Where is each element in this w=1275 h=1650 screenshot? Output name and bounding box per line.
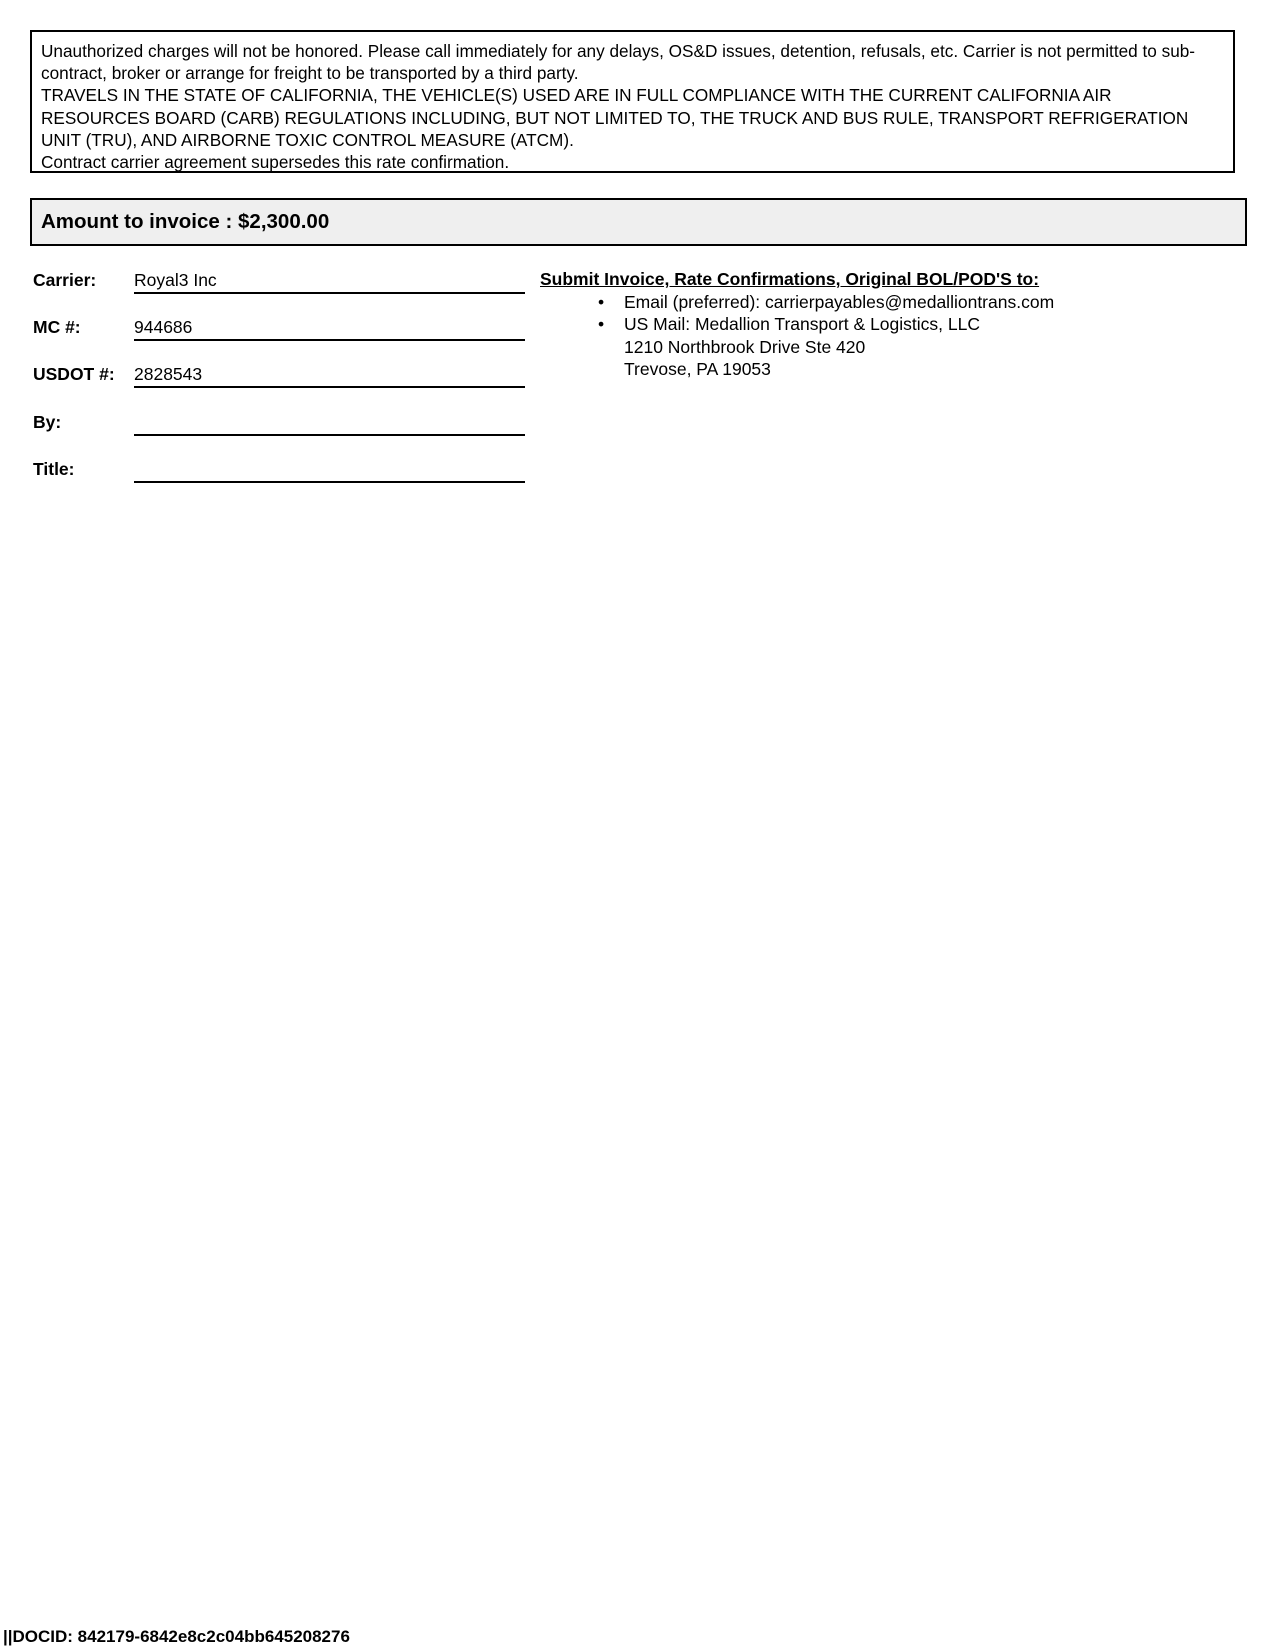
email-instruction: Email (preferred): carrierpayables@medalliontrans.com — [624, 291, 1055, 312]
usdot-number-value: 2828543 — [134, 362, 525, 388]
usdot-number-label: USDOT #: — [33, 364, 115, 384]
submit-invoice-heading: Submit Invoice, Rate Confirmations, Original BOL/POD'S to: — [540, 269, 1040, 289]
terms-box — [30, 30, 1235, 173]
amount-to-invoice-box — [30, 198, 1247, 246]
terms-text-line-1: Unauthorized charges will not be honored. Please call immediately for any delays, OS&D issues, detention, refusals, etc. Carrier is not permitted to sub-contract, broker or arrange for freight to be transported by a third party. — [41, 41, 1196, 84]
by-signature-line — [134, 410, 525, 436]
mc-number-field-row — [33, 315, 525, 345]
mc-number-value: 944686 — [134, 315, 525, 341]
list-item — [540, 291, 1240, 314]
title-label: Title: — [33, 459, 75, 479]
list-item — [540, 313, 1240, 336]
bullet-icon: • — [598, 291, 605, 312]
terms-text-line-2: TRAVELS IN THE STATE OF CALIFORNIA, THE VEHICLE(S) USED ARE IN FULL COMPLIANCE WITH THE CURRENT CALIFORNIA AIR RESOURCES BOARD (CARB) REGULATIONS INCLUDING, BUT NOT LIMITED TO, THE TRUCK AND BUS RULE, TRANSPORT REFRIGERATION UNIT (TRU), AND AIRBORNE TOXIC CONTROL MEASURE (ATCM). — [41, 85, 1189, 150]
carrier-value: Royal3 Inc — [134, 268, 525, 294]
carrier-field-row — [33, 268, 525, 298]
mail-instruction: US Mail: Medallion Transport & Logistics, LLC — [624, 314, 980, 334]
amount-label: Amount to invoice : — [41, 210, 239, 233]
submit-invoice-block — [540, 268, 1240, 381]
title-field-row — [33, 457, 525, 487]
bullet-icon: • — [598, 314, 605, 334]
mc-number-label: MC #: — [33, 317, 81, 337]
by-label: By: — [33, 412, 62, 432]
usdot-number-field-row — [33, 362, 525, 392]
amount-value: $2,300.00 — [238, 210, 330, 233]
submit-methods-list — [540, 291, 1240, 336]
terms-text-line-3: Contract carrier agreement supersedes this rate confirmation. — [41, 152, 510, 173]
by-field-row — [33, 410, 525, 440]
document-id: ||DOCID: 842179-6842e8c2c04bb645208276 — [3, 1627, 350, 1646]
mail-address-line-2: Trevose, PA 19053 — [624, 359, 771, 379]
mail-address-line-1: 1210 Northbrook Drive Ste 420 — [624, 336, 866, 357]
carrier-label: Carrier: — [33, 270, 97, 290]
title-line — [134, 457, 525, 483]
